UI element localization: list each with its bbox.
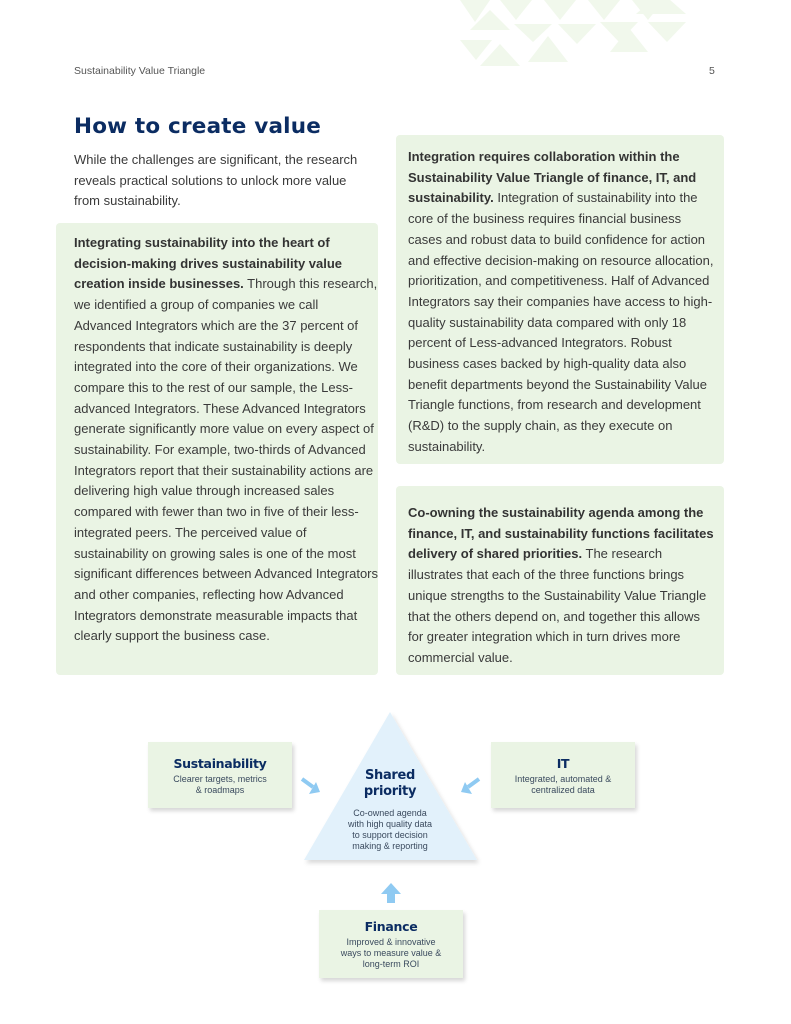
collaboration-callout-body: Integration of sustainability into the core of the business requires financial business cases and robust data to build confidence for action and effective decision-making on resource allocation, prioritization, and competitiveness. Half of Advanced Integrators say their companies have access to high-quality sustainability data compared with only 18 percent of Less-advanced Integrators. Robust business cases backed by high-quality data also benefit departments beyond the Sustainability Value Triangle functions, from research and development (R&D) to the supply chain, as they execute on sustainability.	[408, 190, 714, 454]
running-header: Sustainability Value Triangle	[74, 65, 206, 77]
finance-desc-line: long-term ROI	[362, 959, 420, 969]
sustainability-card-title: Sustainability	[173, 756, 267, 771]
shared-priority-desc-line: with high quality data	[347, 819, 433, 829]
finance-desc-line: Improved & innovative	[346, 937, 436, 947]
arrow-from-it-icon	[461, 779, 479, 794]
co-owning-callout-lead: Co-owning the sustainability agenda among the finance, IT, and sustainability functions facilitates delivery of shared priorities.	[408, 505, 714, 562]
co-owning-callout-body: The research illustrates that each of the three functions brings unique strengths to the Sustainability Value Triangle that the others depend on, and together this allows for greater integration which in turn drives more commercial value.	[408, 546, 707, 665]
page-number: 5	[709, 65, 715, 77]
shared-priority-title	[320, 768, 460, 800]
integration-callout-lead: Integrating sustainability into the heart of decision-making drives sustainability value creation inside businesses.	[74, 235, 343, 292]
arrow-from-sustainability-icon	[302, 779, 320, 794]
section-title: How to create value	[74, 114, 322, 139]
integration-callout-body: Through this research, we identified a group of companies we call Advanced Integrators which are the 37 percent of respondents that indicate sustainability is deeply integrated into the core of their organizations. We compare this to the rest of our sample, the Less-advanced Integrators. These Advanced Integrators generate significantly more value on every aspect of sustainability. For example, two-thirds of Advanced Integrators report that their sustainability actions are delivering high value through increased sales compared with fewer than two in five of their less-integrated peers. The perceived value of sustainability on growing sales is one of the most significant differences between Advanced Integrators and other companies, reflecting how Advanced Integrators demonstrate measurable impacts that clearly support the business case.	[74, 276, 379, 644]
sustainability-card	[148, 742, 292, 808]
shared-priority-title-line: priority	[363, 784, 417, 799]
shared-priority-desc-line: to support decision	[352, 830, 428, 840]
it-card	[491, 742, 635, 808]
shared-priority-desc-line: Co-owned agenda	[353, 808, 427, 818]
shared-priority-title-line: Shared	[364, 768, 416, 783]
it-desc-line: centralized data	[531, 785, 595, 795]
it-card-title: IT	[556, 756, 570, 771]
it-card-description	[491, 774, 635, 796]
finance-desc-line: ways to measure value &	[340, 948, 442, 958]
sustainability-desc-line: Clearer targets, metrics	[173, 774, 267, 784]
shared-priority-description	[320, 808, 460, 852]
arrow-from-finance-icon	[381, 883, 401, 903]
finance-card-title: Finance	[364, 919, 418, 934]
it-desc-line: Integrated, automated &	[514, 774, 612, 784]
collaboration-callout-lead: Integration requires collaboration within the Sustainability Value Triangle of finance, IT, and sustainability.	[408, 149, 697, 206]
shared-priority-desc-line: making & reporting	[352, 841, 428, 851]
finance-card-description	[319, 937, 463, 970]
shared-priority-label	[320, 768, 460, 852]
sustainability-card-description	[148, 774, 292, 796]
sustainability-desc-line: & roadmaps	[195, 785, 245, 795]
finance-card	[319, 910, 463, 978]
intro-paragraph: While the challenges are significant, the research reveals practical solutions to unlock more value from sustainability.	[74, 152, 358, 209]
